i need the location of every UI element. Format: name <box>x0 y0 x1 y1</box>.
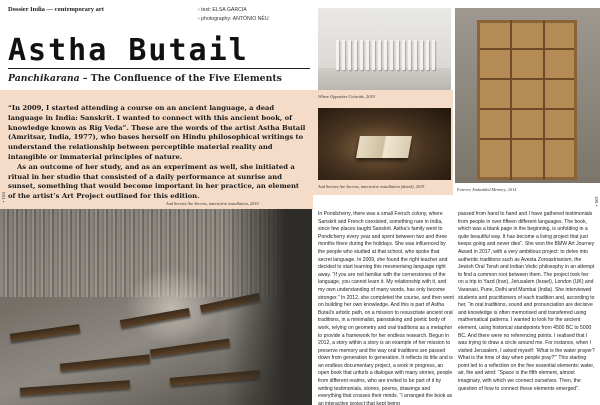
photo-book-detail <box>318 108 451 180</box>
installation-photo <box>0 209 312 405</box>
body-column-1: In Pondicherry, there was a small French colony, where Sanskrit and French coexisted, something rare in India, since few places taught Sanskrit. Astha’s family went to Pondicherry every year and spent between two and three months there during the holidays. She was influenced by the people who studied at that school, who spoke that secret language. In 2009, she found the right teacher and decided to start learning this mesmerising language right away. “If you are not familiar with the cornerstones of the language, you cannot learn it. My relationship with it, and my own understanding of many words, has only become stronger.” In 2012, she completed the course, and then went on building her own knowledge. And this is part of Astha Butail’s artistic path, on a mission to resuscitate ancient oral traditions, in a minimalist, painstaking and poetic body of work, relying on geometry and oral traditions as a metaphor to provide a framework for her endless research. Begun in 2012, a story within a story is an example of her mission to preserve memory and the way oral traditions are passed down from generation to generation. It reflects its title and is an endless documentary project, a work in progress, an open book that unfurls a dialogue with many stories, people from different realms, who are invited to be part of it by writing testimonials, stories, poems, drawings and everything that crosses their minds. “I arranged the book as an interactive project that kept being <box>318 211 454 405</box>
intro-paragraph-1: “In 2009, I started attending a course on an ancient language, a dead language in India: Sanskrit. I wanted to connect with this ancient book, of knowledge known as Rig Veda”. These are the words of the artist Astha Butail (Amritsar, India, 1977), who bases herself on Hindu philosophical writings to understand the relationship between perceptible material reality and intangible or immaterial principles of nature. <box>8 104 306 161</box>
text-credit: › text: ELSA GARCIA <box>198 7 247 13</box>
title-divider <box>8 68 310 69</box>
body-column-2: passed from hand to hand and I have gathered testimonials from people in over fifteen different languages. The book, which was a blank page in the beginning, is unfolding in a quite beautiful way. It has become a living project that just keeps going and never dies”. She won the BMW Art Journey Award in 2017, with a very ambitious project: to delve into authentic traditions such as Avesta Zoroastrianism, the Jewish Oral Torah and Indian Vedic philosophy in an attempt to find a common root between them. The project took her on a trip to Yazd (Iran), Jerusalem (Israel), London (UK) and Varanasi, Pune, Delhi and Mumbai (India). She interviewed students and practitioners of each tradition and, according to her, “in oral traditions, sound and pronunciation are decisive and knowledge is often memorised and transferred using mathematical patterns. I wanted to look for the ancient element, using historical standpoints from 4500 BC to 5000 BC. And there were no referencing points. I realised that I was trying to draw a circle around me. For instance, when I visited Jerusalem, I asked myself: ‘What is the water prayer? What is the time of day when people pray?’” This starting point led to a reflection on the five essential elements: water, air, fire and wind: “Space is the fifth element, almost imaginary, with which we connect ourselves. Then, the question of how to connect these elements emerged”. <box>458 211 595 392</box>
page-number-left: • 104 <box>1 192 6 203</box>
photo-credit: › photography: ANTÓNIO NÉU <box>198 16 269 22</box>
caption-big-photo: And Secrets Are Secrets, interactive installation, 2019 <box>166 201 259 206</box>
photo-forever-embedded-memory <box>455 8 600 183</box>
subtitle-italic: Panchikarana <box>8 73 80 84</box>
caption-photo-b: And Secrets Are Secrets, interactive installation (detail), 2019 <box>318 184 425 189</box>
photo-where-opposites-coincide <box>318 8 451 90</box>
intro-text <box>8 104 308 202</box>
article-title: Astha Butail <box>8 33 249 68</box>
intro-paragraph-2: As an outcome of her study, and as an experiment as well, she initiated a ritual in her studio that consisted of a daily performance at sunrise and sunset, something that would become important in her practice, an element of the artist’s Art Project outlined for this edition. <box>8 162 300 201</box>
caption-photo-c: Forever, Embedded Memory, 2014 <box>457 187 517 192</box>
subtitle-rest: – The Confluence of the Five Elements <box>79 73 282 84</box>
section-label: Dossier India — contemporary art <box>8 6 104 13</box>
article-subtitle <box>8 73 282 84</box>
page-number-right: 105 • <box>594 196 599 207</box>
caption-photo-a: Where Opposites Coincide, 2019 <box>318 94 375 99</box>
credits <box>198 6 269 24</box>
